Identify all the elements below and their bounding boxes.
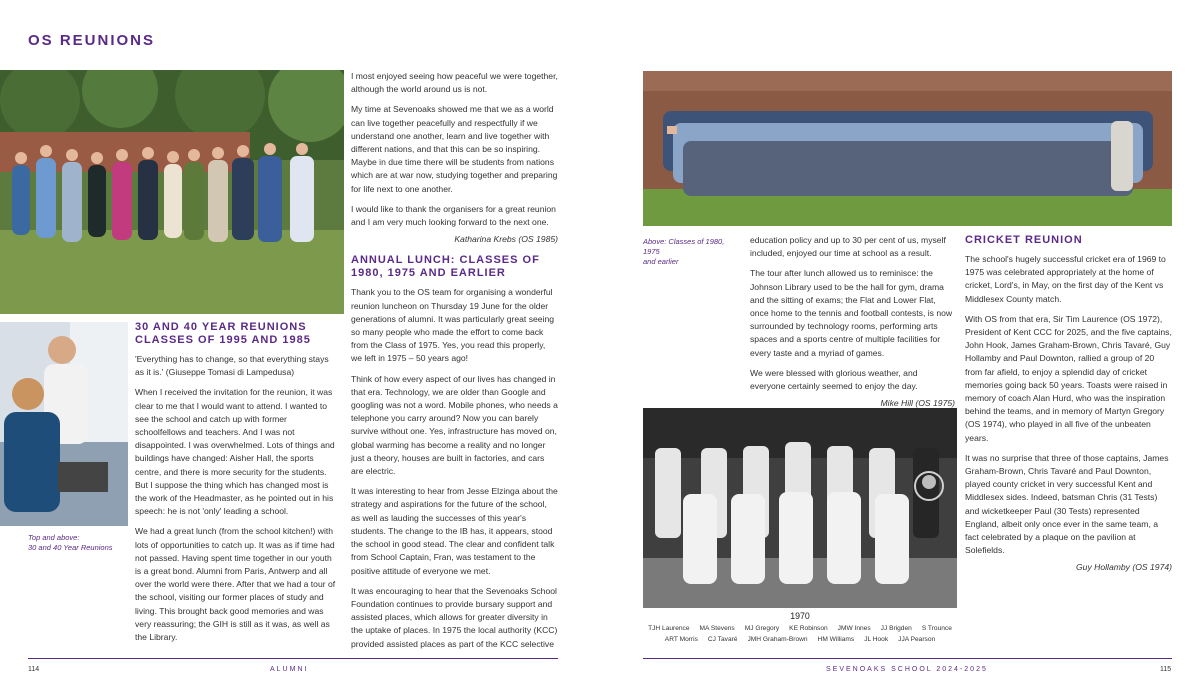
caption-line: 30 and 40 Year Reunions: [28, 543, 113, 553]
heading-cricket-reunion: CRICKET REUNION: [965, 234, 1083, 246]
signature: Guy Hollamby (OS 1974): [1076, 562, 1172, 573]
paragraph: It was interesting to hear from Jesse Elzinga about the strategy and aspirations for the future of the school, as well as lauding the successes of this year's students. The change to the IB has, it appears, stood the school in good stead. The clear and confident talk from School Captain, Fran, was testament to the positive attitude of everyone we met.: [351, 486, 558, 576]
team-names-row-2: [643, 636, 957, 643]
player-name: JMH Graham-Brown: [747, 636, 808, 643]
paragraph: I would like to thank the organisers for a great reunion and I am very much looking forward to the next one.: [351, 203, 556, 228]
classes-group-photo: [643, 71, 1172, 226]
section-title: OS REUNIONS: [28, 32, 156, 49]
player-name: MA Stevens: [699, 625, 735, 632]
signature: Katharina Krebs (OS 1985): [454, 234, 558, 245]
column-lunch-continued: [750, 234, 955, 418]
cricket-team-1970-photo: [643, 408, 957, 608]
paragraph: The school's hugely successful cricket era of 1969 to 1975 was celebrated appropriately at the home of cricket, Lord's, in May, on the first day of the Kent vs Middlesex County match.: [965, 254, 1166, 304]
left-caption: [28, 533, 128, 553]
player-name: KE Robinson: [789, 625, 828, 632]
caption-line: Above: Classes of 1980, 1975: [643, 237, 725, 257]
page-number-right: 115: [1160, 666, 1172, 673]
quote-paragraph: 'Everything has to change, so that everything stays as it is.' (Giuseppe Tomasi di Lampedusa): [135, 354, 329, 378]
team-names-row-1: [643, 625, 957, 632]
footer-divider-left: [28, 658, 558, 659]
footer-divider-right: [643, 658, 1172, 659]
paragraph: We had a great lunch (from the school kitchen!) with lots of opportunities to catch up. It was as if time had not passed. Having spent time together in our youth is a great bond. Alumni from Paris, Antwerp and all over the world were there. After that we had a tour of the school, visiting our former places of study and living. This brought back good memories and was very reassuring; the GIH is still as it was, as well as the Library.: [135, 526, 336, 643]
player-name: JJA Pearson: [898, 636, 936, 643]
reunion-group-photo: [0, 70, 344, 314]
signature: Mike Hill (OS 1975): [880, 398, 955, 409]
paragraph: education policy and up to 30 per cent of us, myself included, enjoyed our time at school as a result.: [750, 235, 946, 259]
paragraph: Think of how every aspect of our lives has changed in that era. Technology, we are older than Google and googling was not a word. Mobile phones, who needs a telephone you carry around? Now you can barely survive without one. Yes, infrastructure has moved on, global warming has become a reality and no longer just a theory, houses are built in factories, and cars are electric.: [351, 373, 558, 477]
caption-line: and earlier: [643, 257, 679, 267]
player-name: JMW Innes: [837, 625, 871, 632]
paragraph: When I received the invitation for the reunion, it was clear to me that I would want to attend. I wanted to see the school and catch up with former schoolfellows and teachers. And I was not disappointed. I was overwhelmed. Lots of things and buildings have changed: Aisher Hall, the sports centre, and there is more security for the students. But I suppose the thing which has changed most is the work of the Headmaster, as he pointed out in his speech: he is not 'only' leading a school.: [135, 387, 335, 517]
player-name: S Trounce: [921, 625, 952, 632]
paragraph: It was no surprise that three of those captains, James Graham-Brown, Chris Tavaré and Paul Downton, played county cricket in very successful Kent and Middlesex sides. Indeed, batsman Chris (31 Tests) and wicketkeeper Paul (30 Tests) represented England, albeit only once ever in the same team, a fact celebrated by a plaque on the pavilion at Solefields.: [965, 452, 1169, 556]
paragraph: It was encouraging to hear that the Sevenoaks School Foundation continues to provide bursary support and assisted places, which allows for greater diversity in the uptake of places. In 1975 the local authority (KCC) provided assisted places as part of the KCC selective: [351, 585, 558, 649]
guests-photo: [0, 322, 128, 526]
player-name: CJ Tavaré: [707, 636, 738, 643]
footer-section-label: ALUMNI: [270, 666, 309, 673]
column-cricket-reunion: [965, 234, 1172, 583]
footer-publication-label: SEVENOAKS SCHOOL 2024-2025: [826, 666, 988, 673]
player-name: JL Hook: [864, 636, 889, 643]
paragraph: The tour after lunch allowed us to reminisce: the Johnson Library used to be the hall for gym, drama and the sitting of exams; the Flat and Lower Flat, once home to the tennis and football contests, is now surrounded by technology rooms, performing arts spaces and a sports centre of multiple facilities for every taste and a myriad of games.: [750, 268, 953, 358]
paragraph: I most enjoyed seeing how peaceful we were together, although the world around us is not.: [351, 71, 558, 95]
team-photo-year: 1970: [790, 611, 810, 621]
player-name: TJH Laurence: [648, 625, 690, 632]
paragraph: My time at Sevenoaks showed me that we as a world can live together peacefully and respectfully if we understand one another, learn and live together with different nations, and that this can be so inspiring. Maybe in due time there will be students from nations which are at war now, studying together and preparing for life next to one another.: [351, 104, 558, 194]
paragraph: With OS from that era, Sir Tim Laurence (OS 1972), President of Kent CCC for 2025, and the five captains, John Hook, James Graham-Brown, Chris Tavaré, Guy Hollamby and Paul Downton, rallied a group of 20 from far afield, to enjoy a splendid day of cricket memories going back 50 years. Toasts were raised in memory of coach Alan Hurd, who was the inspiration behind the teams, and in memory of Martyn Gregory (OS 1974), who played in all five of the unbeaten years.: [965, 313, 1172, 443]
paragraph: We were blessed with glorious weather, and everyone certainly seemed to enjoy the day.: [750, 367, 918, 392]
caption-line: Top and above:: [28, 533, 80, 542]
page-number-left: 114: [28, 666, 40, 673]
column-reunions-1995-1985: [135, 321, 339, 651]
player-name: JJ Brigden: [880, 625, 912, 632]
player-name: HM Williams: [817, 636, 855, 643]
player-name: MJ Gregory: [744, 625, 780, 632]
column-annual-lunch: [351, 70, 558, 658]
player-name: ART Morris: [664, 636, 698, 643]
right-caption: [643, 237, 743, 267]
paragraph: Thank you to the OS team for organising a wonderful reunion luncheon on Thursday 19 June for the older generations of alumni. It was particularly great seeing so many people who made the effort to come back from the Class of 1975. Yes, you read this properly, we left in 1975 – 50 years ago!: [351, 287, 555, 364]
heading-annual-lunch: ANNUAL LUNCH: CLASSES OF 1980, 1975 AND EARLIER: [351, 254, 540, 280]
heading-30-40-year-reunions: 30 AND 40 YEAR REUNIONS CLASSES OF 1995 AND 1985: [135, 321, 311, 346]
